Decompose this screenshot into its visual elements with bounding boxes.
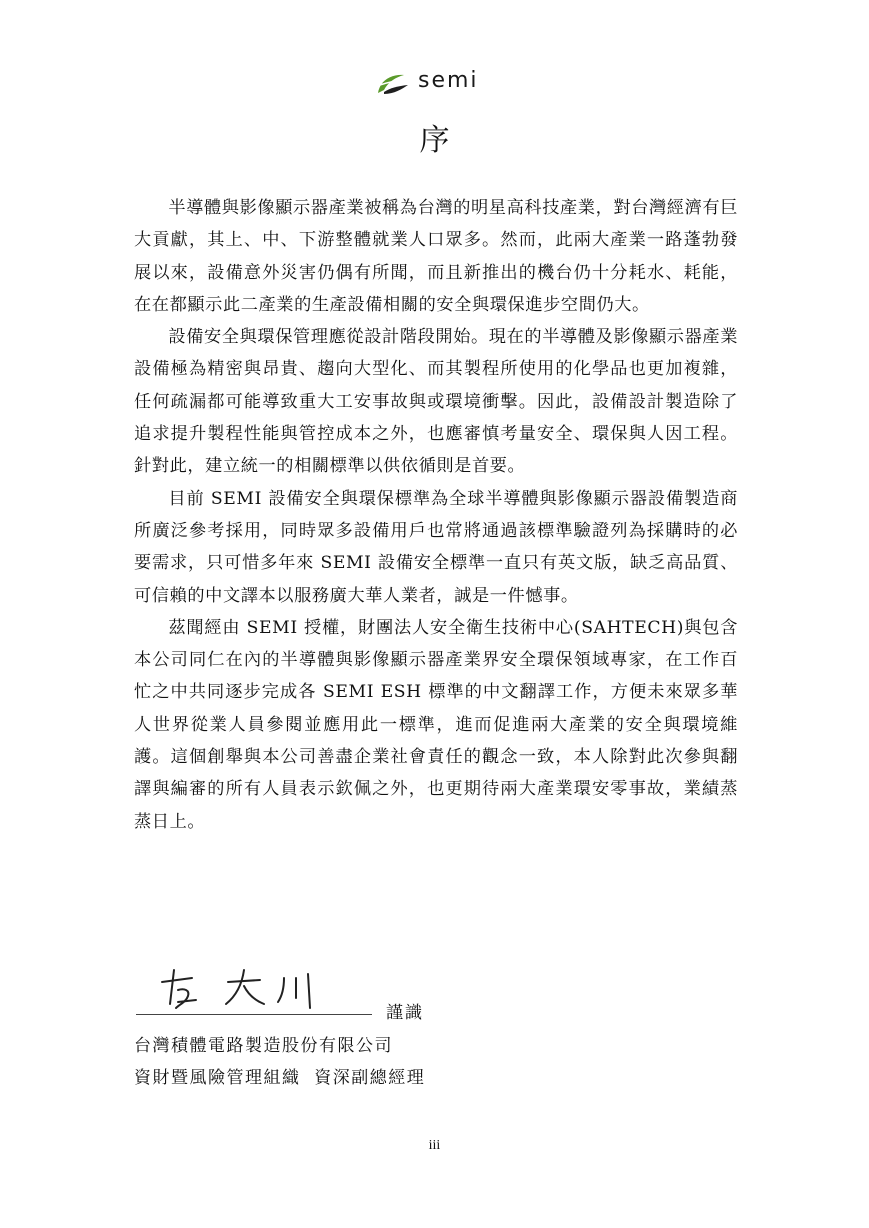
semi-swoosh-icon bbox=[374, 68, 414, 98]
page-title: 序 bbox=[419, 123, 450, 158]
handwritten-signature bbox=[134, 964, 379, 1014]
paragraph-3: 目前 SEMI 設備安全與環保標準為全球半導體與影像顯示器設備製造商所廣泛參考採用，同時眾多設備用戶也常將通過該標準驗證列為採購時的必要需求，只可惜多年來 SEMI 設備安全標準一直只有英文版，缺乏高品質、可信賴的中文譯本以服務廣大華人業者，誠是一件憾事。 bbox=[134, 488, 738, 606]
position-title: 資財暨風險管理組織 資深副總經理 bbox=[134, 1068, 426, 1088]
company-name: 台灣積體電路製造股份有限公司 bbox=[134, 1036, 393, 1056]
paragraph-1: 半導體與影像顯示器產業被稱為台灣的明星高科技產業，對台灣經濟有巨大貢獻，其上、中、下游整體就業人口眾多。然而，此兩大產業一路蓬勃發展以來，設備意外災害仍偶有所聞，而且新推出的機台仍十分耗水、耗能，在在都顯示此二產業的生產設備相關的安全與環保進步空間仍大。 bbox=[134, 198, 738, 315]
page-number: iii bbox=[428, 1138, 441, 1153]
logo-text: semi bbox=[418, 68, 479, 93]
preface-body bbox=[134, 192, 738, 838]
paragraph-4: 茲聞經由 SEMI 授權，財團法人安全衛生技術中心(SAHTECH)與包含本公司同仁在內的半導體與影像顯示器產業界安全環保領域專家，在工作百忙之中共同逐步完成各 SEMI ESH 標準的中文翻譯工作，方便未來眾多華人世界從業人員參閱並應用此一標準，進而促進兩大產業的安全與環境維護。這個創舉與本公司善盡企業社會責任的觀念一致，本人除對此次參與翻譯與編審的所有人員表示欽佩之外，也更期待兩大產業環安零事故，業績蒸蒸日上。 bbox=[134, 617, 738, 832]
signature-closing: 謹識 bbox=[386, 1003, 424, 1023]
signature-block bbox=[134, 964, 474, 1024]
paragraph-2: 設備安全與環保管理應從設計階段開始。現在的半導體及影像顯示器產業設備極為精密與昂貴、趨向大型化、而其製程所使用的化學品也更加複雜，任何疏漏都可能導致重大工安事故與或環境衝擊。因此，設備設計製造除了追求提升製程性能與管控成本之外，也應審慎考量安全、環保與人因工程。針對此，建立統一的相關標準以供依循則是首要。 bbox=[134, 327, 738, 477]
semi-logo bbox=[374, 66, 494, 100]
organization-block bbox=[134, 1030, 425, 1094]
signature-line bbox=[136, 1014, 372, 1015]
